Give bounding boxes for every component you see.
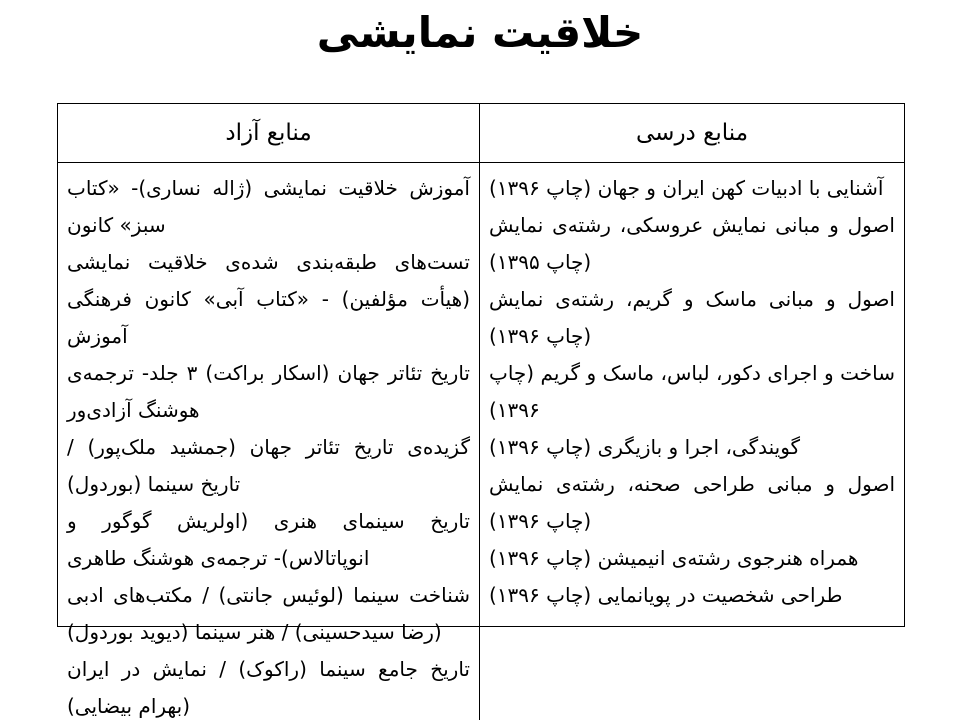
free-resource-item: شناخت سینما (لوئیس جانتی) / مکتب‌های ادبی (رضا سیدحسینی) / هنر سینما (دیوید بوردول) [67,583,470,644]
course-resource-item: همراه هنرجوی رشته‌ی انیمیشن (چاپ ۱۳۹۶) [489,546,859,570]
course-resource-item: اصول و مبانی ماسک و گریم، رشته‌ی نمایش (چاپ ۱۳۹۶) [489,287,895,348]
free-resource-item: تست‌های طبقه‌بندی شده‌ی خلاقیت نمایشی (هیأت مؤلفین) - «کتاب آبی» کانون فرهنگی آموزش [67,250,470,348]
free-resource-item: تاریخ جامع سینما (راکوک) / نمایش در ایران (بهرام بیضایی) [67,657,470,718]
table-header-row [58,104,904,163]
free-resources-cell [58,163,480,720]
free-resource-item: آموزش خلاقیت نمایشی (ژاله نساری)- «کتاب سبز» کانون [67,176,470,237]
course-resources-cell [480,163,904,720]
header-course-resources: منابع درسی [636,120,749,146]
course-resource-item: گویندگی، اجرا و بازیگری (چاپ ۱۳۹۶) [489,435,801,459]
free-resource-item: تاریخ سینمای هنری (اولریش گوگور و انوپاتالاس)- ترجمه‌ی هوشنگ طاهری [67,509,470,570]
course-resource-item: ساخت و اجرای دکور، لباس، ماسک و گریم (چاپ ۱۳۹۶) [489,361,895,422]
page-title: خلاقیت نمایشی [316,8,644,57]
course-resource-item: آشنایی با ادبیات کهن ایران و جهان (چاپ ۱۳۹۶) [489,176,884,200]
free-resource-item: تاریخ تئاتر جهان (اسکار براکت) ۳ جلد- ترجمه‌ی هوشنگ آزادی‌ور [67,361,470,422]
course-resource-item: اصول و مبانی نمایش عروسکی، رشته‌ی نمایش (چاپ ۱۳۹۵) [489,213,895,274]
resources-table [57,103,905,718]
free-resource-item: گزیده‌ی تاریخ تئاتر جهان (جمشید ملک‌پور) / تاریخ سینما (بوردول) [67,435,470,496]
header-free-resources: منابع آزاد [58,104,480,162]
table-body-row [58,163,904,720]
course-resource-item: طراحی شخصیت در پویانمایی (چاپ ۱۳۹۶) [489,583,843,607]
course-resource-item: اصول و مبانی طراحی صحنه، رشته‌ی نمایش (چاپ ۱۳۹۶) [489,472,895,533]
